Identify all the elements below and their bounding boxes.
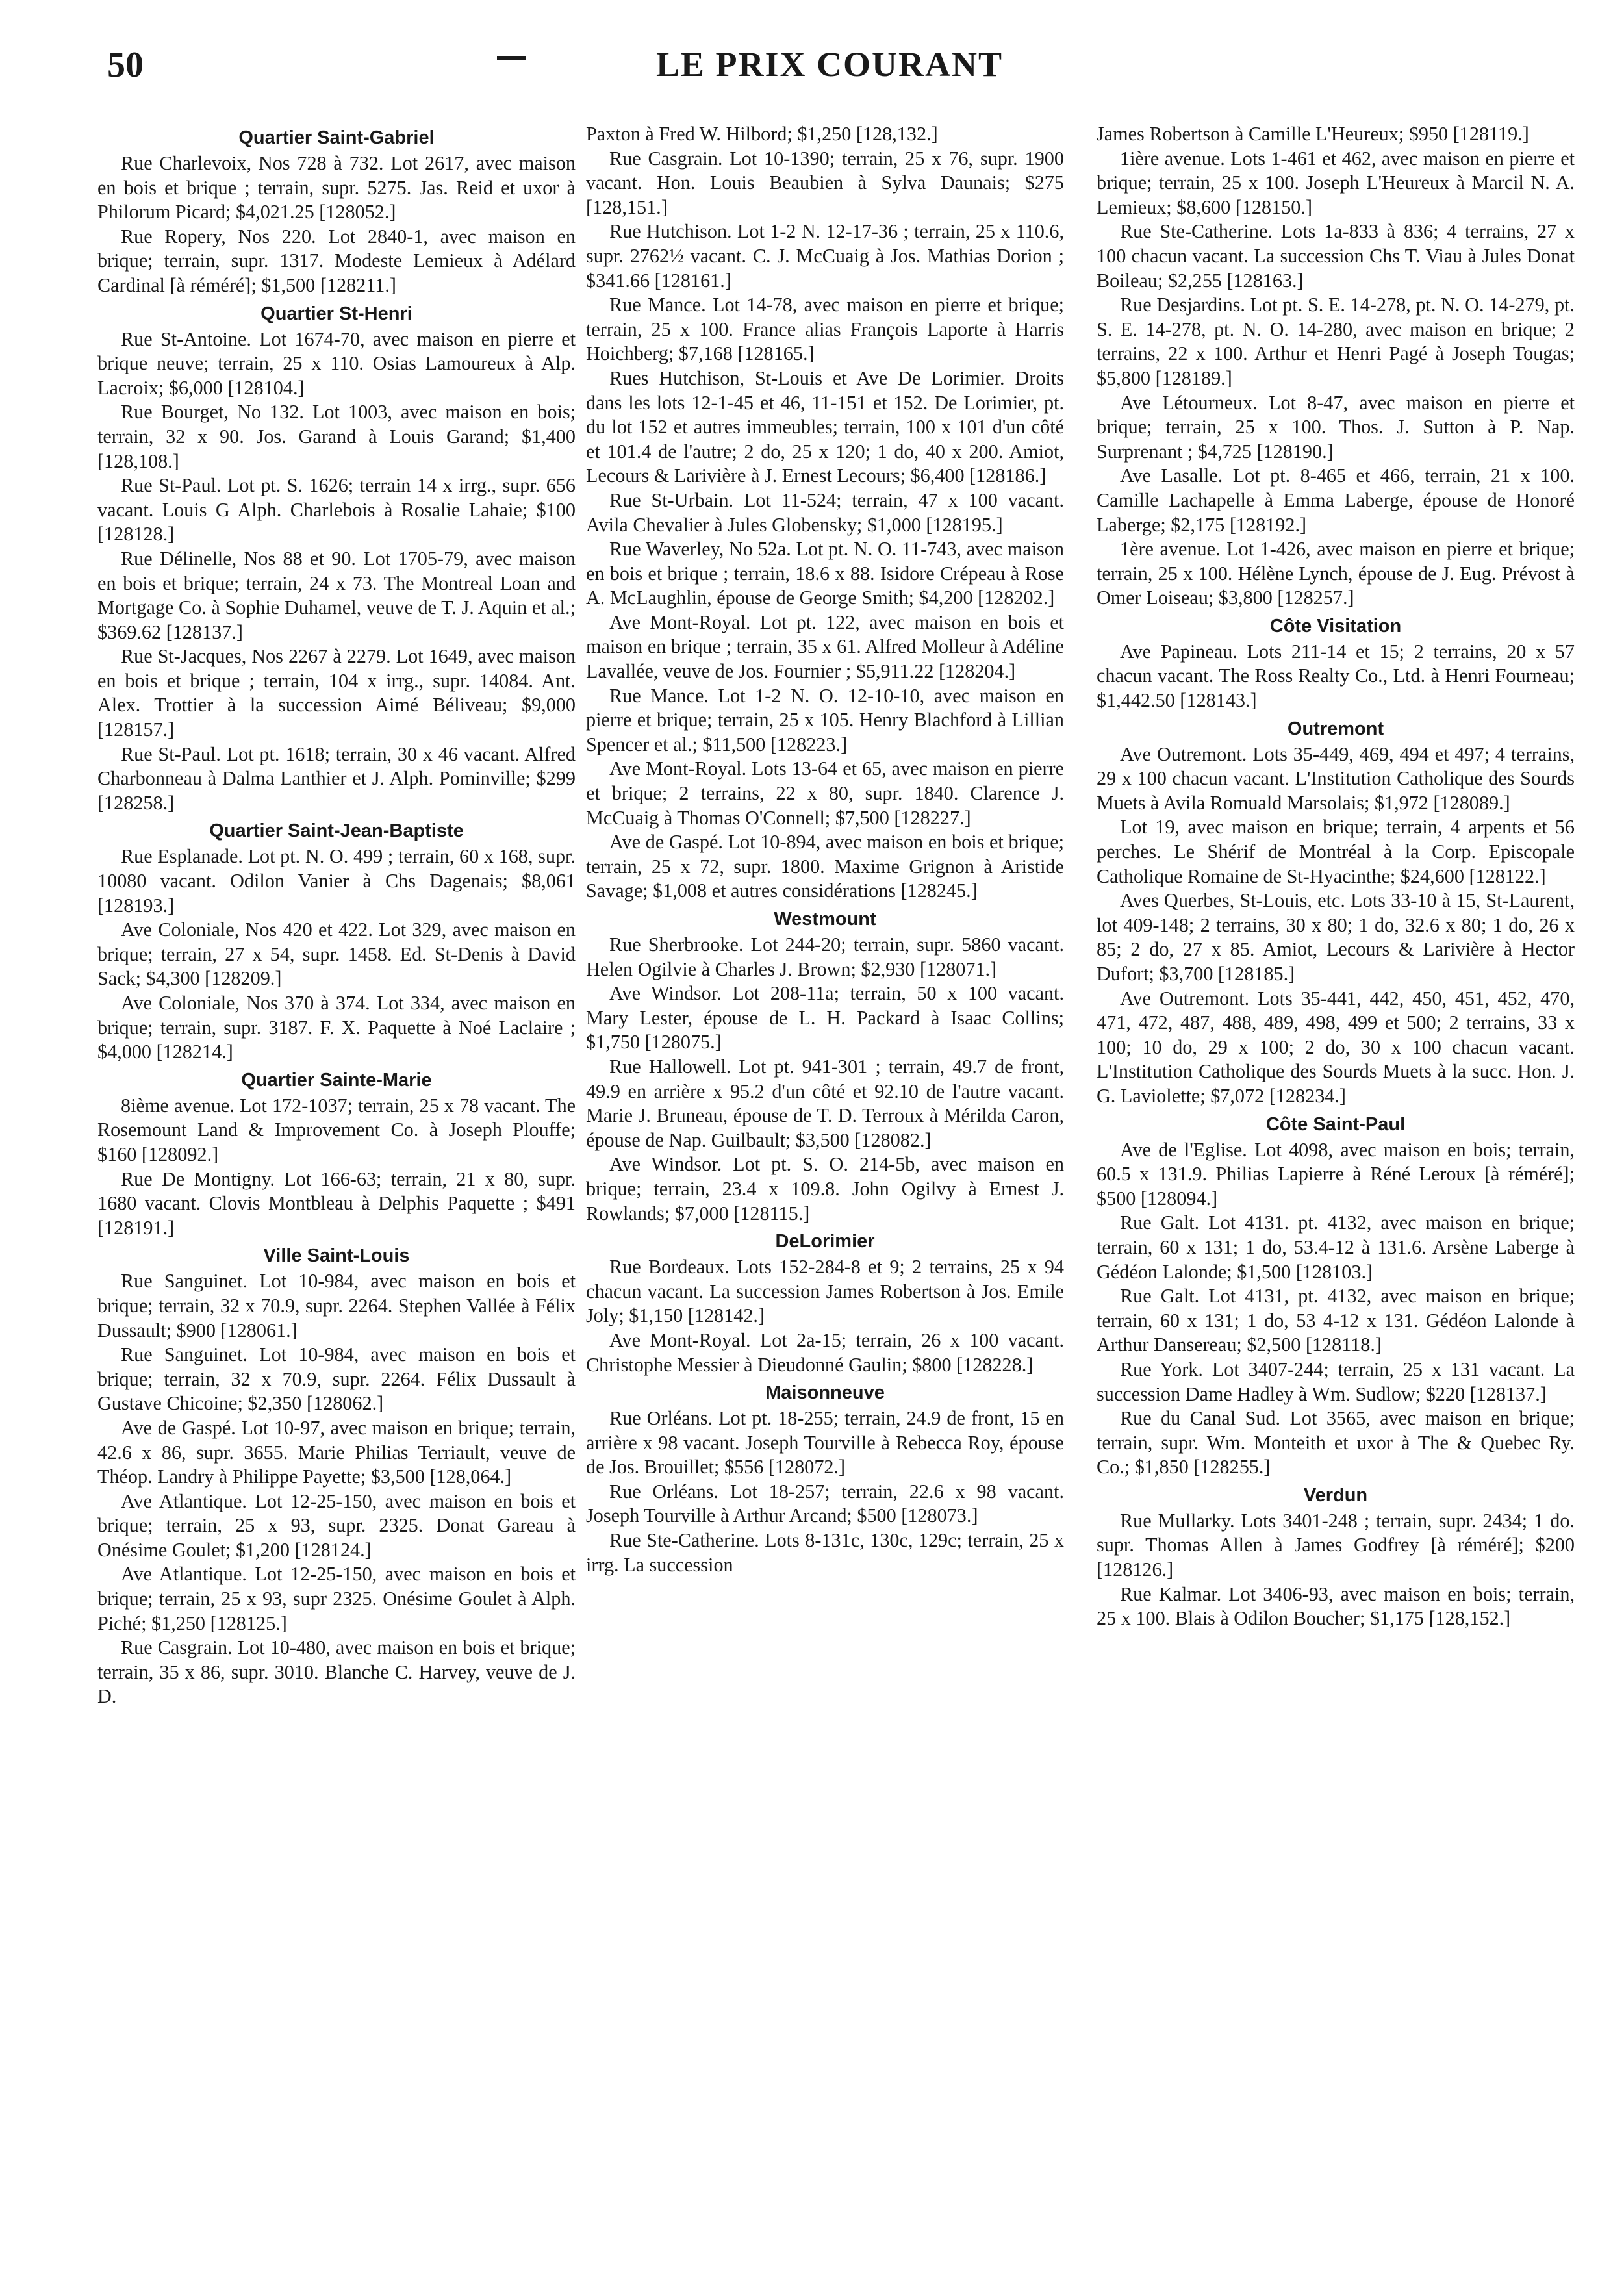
transaction-entry: Rue Casgrain. Lot 10-480, avec maison en bois et brique; terrain, 35 x 86, supr. 3010. Blanche C. Harvey, veuve de J. D. [97, 1636, 576, 1708]
section-heading: Outremont [1287, 718, 1384, 739]
transaction-entry: Ave Mont-Royal. Lots 13-64 et 65, avec maison en pierre et brique; 2 terrains, 22 x 80, supr. 1840. Clarence J. McCuaig à Thomas O'Connell; $7,500 [128227.] [586, 757, 1064, 829]
transaction-entry: Ave de Gaspé. Lot 10-97, avec maison en brique; terrain, 42.6 x 86, supr. 3655. Marie Philias Terriault, veuve de Théop. Landry à Philippe Payette; $3,500 [128,064.] [97, 1416, 576, 1488]
transaction-entry: 1ère avenue. Lot 1-426, avec maison en pierre et brique; terrain, 25 x 100. Hélène Lynch, épouse de J. Eug. Prévost à Omer Loiseau; $3,800 [128257.] [1097, 538, 1575, 609]
continued-entry: Paxton à Fred W. Hilbord; $1,250 [128,132.] [586, 123, 938, 145]
transaction-entry: Rue Bourget, No 132. Lot 1003, avec maison en bois; terrain, 32 x 90. Jos. Garand à Louis Garand; $1,400 [128,108.] [97, 401, 576, 472]
section-heading: DeLorimier [775, 1231, 875, 1252]
transaction-entry: Rue Mance. Lot 1-2 N. O. 12-10-10, avec maison en pierre et brique; terrain, 25 x 105. Henry Blachford à Lillian Spencer et al.; $11,500 [128223.] [586, 684, 1064, 755]
section-heading: Verdun [1303, 1484, 1368, 1506]
transaction-entry: Rue Hutchison. Lot 1-2 N. 12-17-36 ; terrain, 25 x 110.6, supr. 2762½ vacant. C. J. McCuaig à Jos. Mathias Dorion ; $341.66 [128161.] [586, 220, 1064, 292]
transaction-entry: Rue De Montigny. Lot 166-63; terrain, 21 x 80, supr. 1680 vacant. Clovis Montbleau à Delphis Paquette ; $491 [128191.] [97, 1167, 576, 1239]
transaction-entry: Ave Outremont. Lots 35-449, 469, 494 et 497; 4 terrains, 29 x 100 chacun vacant. L'Institution Catholique des Sourds Muets à Avila Romuald Marsolais; $1,972 [128089.] [1097, 742, 1575, 814]
transaction-entry: Rue Ropery, Nos 220. Lot 2840-1, avec maison en brique; terrain, supr. 1317. Modeste Lemieux à Adélard Cardinal [à réméré]; $1,500 [128211.] [97, 225, 576, 296]
transaction-entry: Aves Querbes, St-Louis, etc. Lots 33-10 à 15, St-Laurent, lot 409-148; 2 terrains, 30 x 80; 1 do, 32.6 x 80; 1 do, 26 x 85; 2 do, 27 x 85. Amiot, Lecours & Larivière à Hector Dufort; $3,700 [128185.] [1097, 889, 1575, 985]
section-heading: Quartier St-Henri [260, 303, 412, 324]
transaction-entry: Rue St-Paul. Lot pt. S. 1626; terrain 14 x irrg., supr. 656 vacant. Louis G Alph. Charlebois à Rosalie Lahaie; $100 [128128.] [97, 474, 576, 546]
transaction-entry: Rue Desjardins. Lot pt. S. E. 14-278, pt. N. O. 14-279, pt. S. E. 14-278, pt. N. O. 14-280, avec maison en brique; 2 terrains, 22 x 100. Arthur et Henri Pagé à Joseph Tougas; $5,800 [128189.] [1097, 294, 1575, 389]
transaction-entry: 8ième avenue. Lot 172-1037; terrain, 25 x 78 vacant. The Rosemount Land & Improvement Co. à Joseph Plouffe; $160 [128092.] [97, 1094, 576, 1165]
transaction-entry: Ave Coloniale, Nos 370 à 374. Lot 334, avec maison en brique; terrain, supr. 3187. F. X. Paquette à Noé Laclaire ; $4,000 [128214.] [97, 992, 576, 1063]
transaction-entry: Ave de l'Eglise. Lot 4098, avec maison en bois; terrain, 60.5 x 131.9. Philias Lapierre à Réné Leroux [à réméré]; $500 [128094.] [1097, 1138, 1575, 1210]
transaction-entry: Rue St-Paul. Lot pt. 1618; terrain, 30 x 46 vacant. Alfred Charbonneau à Dalma Lanthier et J. Alph. Pominville; $299 [128258.] [97, 742, 576, 814]
transaction-entry: Ave Windsor. Lot 208-11a; terrain, 50 x 100 vacant. Mary Lester, épouse de L. H. Packard à Isaac Collins; $1,750 [128075.] [586, 982, 1064, 1054]
running-title: LE PRIX COURANT [656, 45, 1004, 84]
transaction-entry: Rue Ste-Catherine. Lots 1a-833 à 836; 4 terrains, 27 x 100 chacun vacant. La succession Chs T. Viau à Jules Donat Boileau; $2,255 [128163.] [1097, 220, 1575, 292]
transaction-entry: Rue Sanguinet. Lot 10-984, avec maison en bois et brique; terrain, 32 x 70.9, supr. 2264. Félix Dussault à Gustave Chicoine; $2,350 [128062.] [97, 1343, 576, 1415]
transaction-entry: Lot 19, avec maison en brique; terrain, 4 arpents et 56 perches. Le Shérif de Montréal à la Corp. Episcopale Catholique Romaine de St-Hyacinthe; $24,600 [128122.] [1097, 816, 1575, 887]
transaction-entry: Rue Mance. Lot 14-78, avec maison en pierre et brique; terrain, 25 x 100. France alias François Laporte à Harris Hoichberg; $7,168 [128165.] [586, 294, 1064, 365]
transaction-entry: Rue York. Lot 3407-244; terrain, 25 x 131 vacant. La succession Dame Hadley à Wm. Sudlow; $220 [128137.] [1097, 1358, 1575, 1405]
transaction-entry: Ave Windsor. Lot pt. S. O. 214-5b, avec maison en brique; terrain, 23.4 x 109.8. John Ogilvy à Ernest J. Rowlands; $7,000 [128115.] [586, 1153, 1064, 1224]
transaction-entry: Rue Orléans. Lot pt. 18-255; terrain, 24.9 de front, 15 en arrière x 98 vacant. Joseph Tourville à Rebecca Roy, épouse de Jos. Brouillet; $556 [128072.] [586, 1407, 1064, 1478]
section-heading: Côte Visitation [1269, 615, 1402, 637]
transaction-entry: Rue Galt. Lot 4131, pt. 4132, avec maison en brique; terrain, 60 x 131; 1 do, 53 4-12 x 131. Gédéon Lalonde à Arthur Dansereau; $2,500 [128118.] [1097, 1285, 1575, 1356]
transaction-entry: Rues Hutchison, St-Louis et Ave De Lorimier. Droits dans les lots 12-1-45 et 46, 11-151 et 152. De Lorimier, pt. du lot 152 et autres immeubles; terrain, 100 x 101 d'un côté et 101.4 de l'autre; 2 do, 25 x 120; 1 do, 40 x 200. Amiot, Lecours & Larivière à J. Ernest Lecours; $6,400 [128186.] [586, 366, 1064, 487]
transaction-entry: Ave Mont-Royal. Lot 2a-15; terrain, 26 x 100 vacant. Christophe Messier à Dieudonné Gaulin; $800 [128228.] [586, 1328, 1064, 1376]
transaction-entry: Rue Mullarky. Lots 3401-248 ; terrain, supr. 2434; 1 do. supr. Thomas Allen à James Godfrey [à réméré]; $200 [128126.] [1097, 1509, 1575, 1581]
transaction-entry: Rue Délinelle, Nos 88 et 90. Lot 1705-79, avec maison en bois et brique; terrain, 24 x 73. The Montreal Loan and Mortgage Co. à Sophie Duhamel, veuve de T. J. Aquin et al.; $369.62 [128137.] [97, 547, 576, 643]
transaction-entry: Rue St-Urbain. Lot 11-524; terrain, 47 x 100 vacant. Avila Chevalier à Jules Globensky; $1,000 [128195.] [586, 488, 1064, 536]
transaction-entry: Rue Hallowell. Lot pt. 941-301 ; terrain, 49.7 de front, 49.9 en arrière x 95.2 d'un côté et 92.10 de l'autre vacant. Marie J. Bruneau, épouse de T. D. Terroux à Mérilda Caron, épouse de Nap. Guilbault; $3,500 [128082.] [586, 1055, 1064, 1151]
column-3 [1097, 122, 1575, 2272]
transaction-entry: Rue Bordeaux. Lots 152-284-8 et 9; 2 terrains, 25 x 94 chacun vacant. La succession James Robertson à Jos. Emile Joly; $1,150 [128142.] [586, 1256, 1064, 1327]
transaction-entry: Rue Esplanade. Lot pt. N. O. 499 ; terrain, 60 x 168, supr. 10080 vacant. Odilon Vanier à Chs Dagenais; $8,061 [128193.] [97, 845, 576, 917]
transaction-entry: Rue St-Antoine. Lot 1674-70, avec maison en pierre et brique neuve; terrain, 25 x 110. Osias Lamoureux à Alp. Lacroix; $6,000 [128104.] [97, 327, 576, 399]
transaction-entry: Rue Waverley, No 52a. Lot pt. N. O. 11-743, avec maison en bois et brique ; terrain, 18.6 x 88. Isidore Crépeau à Rose A. McLaughlin, épouse de George Smith; $4,200 [128202.] [586, 538, 1064, 609]
transaction-entry: Ave Létourneux. Lot 8-47, avec maison en pierre et brique; terrain, 25 x 100. Thos. J. Sutton à P. Nap. Surprenant ; $4,725 [128190.] [1097, 391, 1575, 463]
header-rule [497, 56, 526, 60]
column-1 [97, 122, 576, 2272]
transaction-entry: Ave Papineau. Lots 211-14 et 15; 2 terrains, 20 x 57 chacun vacant. The Ross Realty Co., Ltd. à Henri Fourneau; $1,442.50 [128143.] [1097, 640, 1575, 712]
transaction-entry: Rue Kalmar. Lot 3406-93, avec maison en bois; terrain, 25 x 100. Blais à Odilon Boucher; $1,175 [128,152.] [1097, 1582, 1575, 1630]
column-2 [586, 122, 1064, 2272]
transaction-entry: Rue Ste-Catherine. Lots 8-131c, 130c, 129c; terrain, 25 x irrg. La succession [586, 1529, 1064, 1576]
section-heading: Quartier Saint-Jean-Baptiste [209, 820, 464, 842]
transaction-entry: Ave Coloniale, Nos 420 et 422. Lot 329, avec maison en brique; terrain, 27 x 54, supr. 1458. Ed. St-Denis à David Sack; $4,300 [128209.] [97, 919, 576, 990]
transaction-entry: Rue du Canal Sud. Lot 3565, avec maison en brique; terrain, supr. Wm. Monteith et uxor à The & Quebec Ry. Co.; $1,850 [128255.] [1097, 1407, 1575, 1478]
section-heading: Ville Saint-Louis [263, 1245, 410, 1267]
section-heading: Quartier Sainte-Marie [241, 1069, 432, 1091]
transaction-entry: Rue Casgrain. Lot 10-1390; terrain, 25 x 76, supr. 1900 vacant. Hon. Louis Beaubien à Sylva Daunais; $275 [128,151.] [586, 147, 1064, 218]
transaction-entry: Ave Lasalle. Lot pt. 8-465 et 466, terrain, 21 x 100. Camille Lachapelle à Emma Laberge, épouse de Honoré Laberge; $2,175 [128192.] [1097, 464, 1575, 536]
transaction-entry: Ave Atlantique. Lot 12-25-150, avec maison en bois et brique; terrain, 25 x 93, supr. 2325. Donat Gareau à Onésime Goulet; $1,200 [128124.] [97, 1490, 576, 1561]
page-number: 50 [107, 45, 144, 85]
transaction-entry: Ave Atlantique. Lot 12-25-150, avec maison en bois et brique; terrain, 25 x 93, supr 2325. Onésime Goulet à Alph. Piché; $1,250 [128125.] [97, 1563, 576, 1634]
section-heading: Quartier Saint-Gabriel [238, 127, 435, 148]
transaction-entry: Rue Charlevoix, Nos 728 à 732. Lot 2617, avec maison en bois et brique ; terrain, supr. 5275. Jas. Reid et uxor à Philorum Picard; $4,021.25 [128052.] [97, 152, 576, 223]
section-heading: Maisonneuve [765, 1382, 885, 1404]
columns [0, 122, 1624, 2272]
transaction-entry: Rue Galt. Lot 4131. pt. 4132, avec maison en brique; terrain, 60 x 131; 1 do, 53.4-12 à 131.6. Arsène Laberge à Gédéon Lalonde; $1,500 [128103.] [1097, 1211, 1575, 1283]
transaction-entry: Rue St-Jacques, Nos 2267 à 2279. Lot 1649, avec maison en bois et brique ; terrain, 104 x irrg., supr. 14084. Ant. Alex. Trottier à la succession Aimé Béliveau; $9,000 [128157.] [97, 645, 576, 741]
transaction-entry: Rue Sanguinet. Lot 10-984, avec maison en bois et brique; terrain, 32 x 70.9, supr. 2264. Stephen Vallée à Félix Dussault; $900 [128061.] [97, 1270, 576, 1341]
transaction-entry: Ave de Gaspé. Lot 10-894, avec maison en bois et brique; terrain, 25 x 72, supr. 1800. Maxime Grignon à Aristide Savage; $1,008 et autres considérations [128245.] [586, 831, 1064, 902]
transaction-entry: Ave Outremont. Lots 35-441, 442, 450, 451, 452, 470, 471, 472, 487, 488, 489, 498, 499 et 500; 2 terrains, 33 x 100; 10 do, 29 x 100; 2 do, 30 x 100 chacun vacant. L'Institution Catholique des Sourds Muets à la succ. Hon. J. G. Laviolette; $7,072 [128234.] [1097, 987, 1575, 1107]
transaction-entry: Rue Orléans. Lot 18-257; terrain, 22.6 x 98 vacant. Joseph Tourville à Arthur Arcand; $500 [128073.] [586, 1480, 1064, 1527]
transaction-entry: Rue Sherbrooke. Lot 244-20; terrain, supr. 5860 vacant. Helen Ogilvie à Charles J. Brown; $2,930 [128071.] [586, 933, 1064, 980]
transaction-entry: Ave Mont-Royal. Lot pt. 122, avec maison en bois et maison en brique ; terrain, 35 x 61. Alfred Molleur à Adéline Lavallée, veuve de Jos. Fournier ; $5,911.22 [128204.] [586, 611, 1064, 683]
section-heading: Westmount [774, 909, 876, 930]
continued-entry: James Robertson à Camille L'Heureux; $950 [128119.] [1097, 123, 1529, 145]
section-heading: Côte Saint-Paul [1265, 1113, 1406, 1135]
transaction-entry: 1ière avenue. Lots 1-461 et 462, avec maison en pierre et brique; terrain, 25 x 100. Joseph L'Heureux à Marcil N. A. Lemieux; $8,600 [128150.] [1097, 147, 1575, 218]
